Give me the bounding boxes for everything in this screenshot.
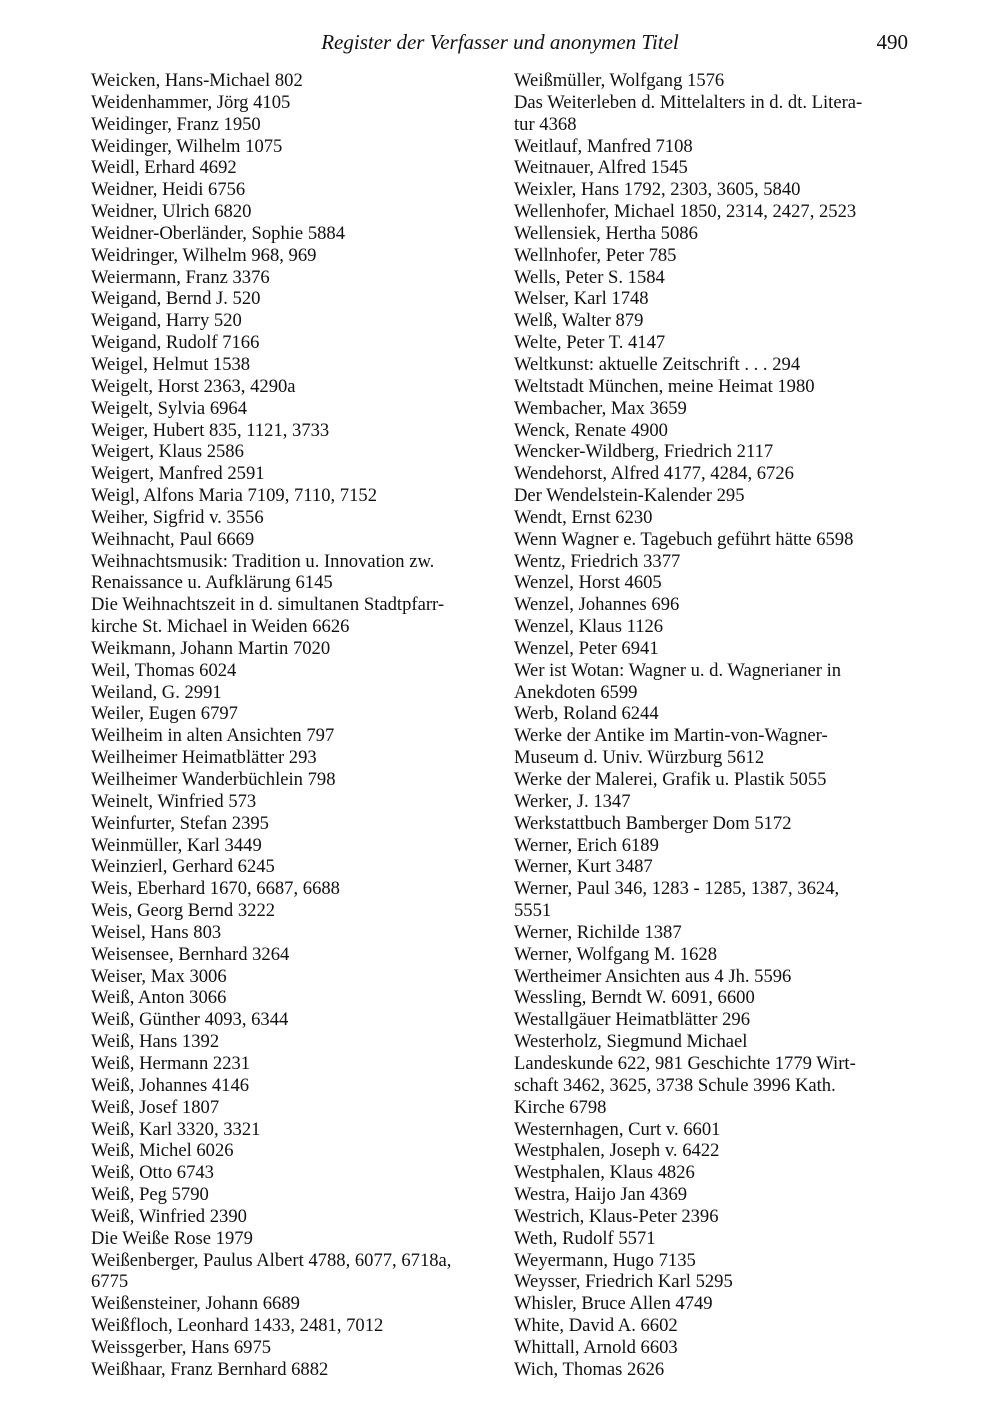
index-entry [514,725,914,769]
index-entry-line: White, David A. 6602 [514,1315,678,1337]
index-entry-line: Wendt, Ernst 6230 [514,506,653,528]
index-entry-line: Weil, Thomas 6024 [91,659,237,681]
index-entry-line: Wenzel, Johannes 696 [514,594,680,616]
index-entry [91,136,501,158]
index-entry-line: Wellensiek, Hertha 5086 [514,222,698,244]
index-entry-line: Weinmüller, Karl 3449 [91,834,262,856]
index-entry-line: Weysser, Friedrich Karl 5295 [514,1271,733,1293]
index-entry [91,223,501,245]
index-entry-line: Werner, Wolfgang M. 1628 [514,943,717,965]
index-entry [91,1337,501,1359]
index-entry-line: Weigand, Bernd J. 520 [91,288,261,310]
index-entry [514,1119,914,1141]
index-entry-line: Wenzel, Peter 6941 [514,637,659,659]
index-entry [91,1359,501,1381]
index-entry [514,267,914,289]
index-entry [514,136,914,158]
index-entry-line: Weissgerber, Hans 6975 [91,1336,272,1358]
index-entry-line: Weigel, Helmut 1538 [91,353,251,375]
index-entry-line: 6775 [91,1271,129,1293]
index-entry [91,1293,501,1315]
index-entry-line: Werb, Roland 6244 [514,703,659,725]
index-entry-line: Weigand, Harry 520 [91,310,242,332]
index-entry-line: Weinzierl, Gerhard 6245 [91,856,275,878]
index-entry-line: Wembacher, Max 3659 [514,397,687,419]
index-entry-line: Weidinger, Franz 1950 [91,113,261,135]
index-entry [514,551,914,573]
index-entry-line: Landeskunde 622, 981 Geschichte 1779 Wirt- [514,1052,856,1074]
index-entry [91,1053,501,1075]
index-entry-line: Whittall, Arnold 6603 [514,1336,678,1358]
index-entry-line: Weisel, Hans 803 [91,921,222,943]
index-entry [514,354,914,376]
index-entry [91,201,501,223]
index-entry-line: Weigert, Klaus 2586 [91,441,244,463]
index-entry-line: Weißensteiner, Johann 6689 [91,1293,300,1315]
index-entry-line: Werner, Kurt 3487 [514,856,653,878]
index-entry [91,791,501,813]
index-entry [514,310,914,332]
index-entry [514,157,914,179]
index-entry [91,157,501,179]
index-entry [91,310,501,332]
index-entry [91,900,501,922]
index-entry-line: Weidenhammer, Jörg 4105 [91,91,291,113]
index-entry [514,223,914,245]
index-entry-line: tur 4368 [514,113,577,135]
index-entry-line: Weltkunst: aktuelle Zeitschrift . . . 294 [514,353,801,375]
index-entry [514,987,914,1009]
index-entry [91,114,501,136]
index-entry [91,922,501,944]
index-entry-line: Wendehorst, Alfred 4177, 4284, 6726 [514,463,794,485]
index-entry-line: Wells, Peter S. 1584 [514,266,665,288]
index-entry-line: Weidner-Oberländer, Sophie 5884 [91,222,346,244]
index-entry [91,660,501,682]
index-entry [91,551,501,595]
index-entry [91,1075,501,1097]
index-entry-line: Westallgäuer Heimatblätter 296 [514,1009,750,1031]
index-entry [91,179,501,201]
index-entry-line: 5551 [514,900,552,922]
index-entry-line: Weiher, Sigfrid v. 3556 [91,506,264,528]
index-entry-line: Die Weihnachtszeit in d. simultanen Stadtpfarr- [91,594,445,616]
index-entry-line: Weiermann, Franz 3376 [91,266,270,288]
index-entry-line: Weidner, Ulrich 6820 [91,201,252,223]
index-entry-line: Werner, Erich 6189 [514,834,659,856]
index-entry-line: Westra, Haijo Jan 4369 [514,1184,688,1206]
index-entry-line: Werke der Malerei, Grafik u. Plastik 5055 [514,769,827,790]
index-entry [514,572,914,594]
index-entry-line: Weisensee, Bernhard 3264 [91,943,290,965]
index-entry-line: Wessling, Berndt W. 6091, 6600 [514,987,755,1009]
index-entry [514,201,914,223]
index-entry [514,332,914,354]
index-entry-line: Renaissance u. Aufklärung 6145 [91,572,333,594]
index-entry-line: Weiß, Michel 6026 [91,1140,234,1162]
index-entry [91,507,501,529]
index-entry-line: Weth, Rudolf 5571 [514,1227,656,1249]
index-entry-line: Weigelt, Horst 2363, 4290a [91,375,296,397]
index-entry-line: Weiser, Max 3006 [91,965,227,987]
index-entry [514,70,914,92]
index-entry-line: Weis, Eberhard 1670, 6687, 6688 [91,878,340,900]
index-entry-line: Werker, J. 1347 [514,790,631,812]
index-entry-line: Westphalen, Joseph v. 6422 [514,1140,720,1162]
index-entry [91,354,501,376]
index-entry-line: Wencker-Wildberg, Friedrich 2117 [514,441,774,463]
index-entry-line: Weidner, Heidi 6756 [91,179,246,201]
page-number: 490 [876,30,908,54]
index-entry [514,1140,914,1162]
index-entry-line: Weiger, Hubert 835, 1121, 3733 [91,419,330,441]
index-entry-line: Anekdoten 6599 [514,681,638,703]
index-entry [91,420,501,442]
index-entry [514,1337,914,1359]
index-entry-line: Wenck, Renate 4900 [514,419,668,441]
index-entry-line: Wertheimer Ansichten aus 4 Jh. 5596 [514,965,792,987]
index-entry [514,878,914,922]
index-entry-line: Welß, Walter 879 [514,310,644,332]
index-entry-line: Weis, Georg Bernd 3222 [91,900,276,922]
index-entry [514,529,914,551]
index-entry [514,245,914,267]
index-entry-line: Werner, Richilde 1387 [514,921,682,943]
index-entry-line: Weißhaar, Franz Bernhard 6882 [91,1358,329,1380]
index-entry [514,791,914,813]
index-entry [514,616,914,638]
index-entry [514,1184,914,1206]
index-entry-line: Welte, Peter T. 4147 [514,332,666,354]
index-entry-line: Weltstadt München, meine Heimat 1980 [514,375,815,397]
index-entry [91,1206,501,1228]
index-entry [514,463,914,485]
index-entry [514,398,914,420]
index-entry [91,245,501,267]
index-entry-line: Whisler, Bruce Allen 4749 [514,1293,713,1315]
index-entry [91,463,501,485]
index-entry-line: Weiler, Eugen 6797 [91,703,238,725]
index-entry [91,813,501,835]
index-entry-line: Weiß, Josef 1807 [91,1096,220,1118]
index-entry [514,1206,914,1228]
index-entry-line: Weigert, Manfred 2591 [91,463,265,485]
index-entry [91,1162,501,1184]
index-entry [91,878,501,900]
index-entry-line: Weiß, Hermann 2231 [91,1052,251,1074]
index-entry [514,1228,914,1250]
index-entry-line: Weixler, Hans 1792, 2303, 3605, 5840 [514,179,801,201]
index-entry [91,987,501,1009]
index-entry [514,1293,914,1315]
index-entry-line: Weidl, Erhard 4692 [91,157,237,179]
index-entry [91,856,501,878]
index-entry-line: Westerholz, Siegmund Michael [514,1031,748,1053]
index-entry [91,441,501,463]
index-entry-line: Weiß, Günther 4093, 6344 [91,1009,289,1031]
index-entry-line: Westphalen, Klaus 4826 [514,1162,695,1184]
index-entry [91,288,501,310]
index-entry [91,1097,501,1119]
index-entry-line: Weinelt, Winfried 573 [91,790,257,812]
index-entry-line: Weitnauer, Alfred 1545 [514,157,688,179]
index-entry-line: Das Weiterleben d. Mittelalters in d. dt. Litera- [514,91,863,113]
index-entry-line: Weidringer, Wilhelm 968, 969 [91,244,317,266]
index-entry-line: Wenn Wagner e. Tagebuch geführt hätte 6598 [514,528,854,550]
index-entry [91,70,501,92]
index-entry [91,1250,501,1294]
index-entry [91,1315,501,1337]
index-entry-line: Weikmann, Johann Martin 7020 [91,637,331,659]
index-entry [514,1031,914,1118]
index-entry-line: Wenzel, Klaus 1126 [514,616,664,638]
index-entry [91,332,501,354]
index-entry-line: Weißfloch, Leonhard 1433, 2481, 7012 [91,1315,384,1337]
index-entry [91,1009,501,1031]
index-entry [91,944,501,966]
index-entry [91,1140,501,1162]
index-entry [514,441,914,463]
index-entry [91,638,501,660]
index-entry [91,1184,501,1206]
index-entry [91,92,501,114]
index-entry [91,835,501,857]
index-entry-line: Weiland, G. 2991 [91,681,222,703]
index-entry [514,1271,914,1293]
index-entry-line: Weiß, Hans 1392 [91,1031,220,1053]
index-entry [514,660,914,704]
index-entry [91,529,501,551]
index-entry [514,1315,914,1337]
index-entry [91,966,501,988]
index-entry-line: Weiß, Peg 5790 [91,1184,209,1206]
index-entry-line: Weiß, Anton 3066 [91,987,227,1009]
index-entry [91,267,501,289]
index-entry [91,485,501,507]
index-entry [91,747,501,769]
index-entry-line: Der Wendelstein-Kalender 295 [514,485,745,507]
index-entry-line: Weihnachtsmusik: Tradition u. Innovation zw. [91,550,435,572]
index-entry [91,703,501,725]
index-entry-line: Werke der Antike im Martin-von-Wagner- [514,725,828,747]
index-entry-line: Werner, Paul 346, 1283 - 1285, 1387, 3624, [514,878,840,900]
index-entry-line: Weigelt, Sylvia 6964 [91,397,248,419]
index-entry [91,1228,501,1250]
index-entry [514,835,914,857]
index-entry [514,594,914,616]
index-entry-line: schaft 3462, 3625, 3738 Schule 3996 Kath. [514,1074,836,1096]
index-entry-line: Wenzel, Horst 4605 [514,572,662,594]
index-entry [91,594,501,638]
index-entry [514,813,914,835]
index-entry-line: Wer ist Wotan: Wagner u. d. Wagnerianer in [514,659,842,681]
index-entry [514,856,914,878]
index-entry-line: Weißenberger, Paulus Albert 4788, 6077, 6718a, [91,1249,452,1271]
index-entry-line: Weyermann, Hugo 7135 [514,1249,696,1271]
index-entry [514,1250,914,1272]
index-entry-line: Weigl, Alfons Maria 7109, 7110, 7152 [91,485,377,507]
index-entry-line: Die Weiße Rose 1979 [91,1227,253,1249]
index-entry-line: Weicken, Hans-Michael 802 [91,70,303,91]
index-entry-line: Wellnhofer, Peter 785 [514,244,677,266]
index-entry-line: Welser, Karl 1748 [514,288,649,310]
index-entry [514,944,914,966]
index-entry-line: Westernhagen, Curt v. 6601 [514,1118,721,1140]
index-entry-line: Wellenhofer, Michael 1850, 2314, 2427, 2523 [514,201,857,223]
index-entry-line: Werkstattbuch Bamberger Dom 5172 [514,812,792,834]
index-column-right [514,70,914,1381]
index-entry-line: Weihnacht, Paul 6669 [91,528,255,550]
index-entry [91,769,501,791]
index-entry [514,420,914,442]
index-entry-line: Weidinger, Wilhelm 1075 [91,135,283,157]
index-entry [514,638,914,660]
index-entry-line: Weilheimer Wanderbüchlein 798 [91,769,336,790]
index-entry [514,1009,914,1031]
index-column-left [91,70,501,1381]
index-entry-line: Weißmüller, Wolfgang 1576 [514,70,725,91]
index-entry [514,485,914,507]
index-entry [514,179,914,201]
index-entry-line: Weiß, Karl 3320, 3321 [91,1118,261,1140]
index-entry [514,288,914,310]
index-entry-line: Weilheim in alten Ansichten 797 [91,725,335,747]
index-entry [91,376,501,398]
index-entry [514,376,914,398]
index-entry-line: Weiß, Johannes 4146 [91,1074,250,1096]
index-entry-line: Weiß, Otto 6743 [91,1162,214,1184]
index-entry [514,92,914,136]
index-entry-line: Kirche 6798 [514,1096,607,1118]
index-entry [514,769,914,791]
index-entry-line: Wentz, Friedrich 3377 [514,550,681,572]
index-entry [514,966,914,988]
index-entry-line: Weitlauf, Manfred 7108 [514,135,693,157]
index-entry [514,507,914,529]
index-entry-line: Wich, Thomas 2626 [514,1358,665,1380]
index-entry [91,1119,501,1141]
index-entry-line: Westrich, Klaus-Peter 2396 [514,1205,719,1227]
index-entry-line: kirche St. Michael in Weiden 6626 [91,616,350,638]
index-entry [514,1162,914,1184]
index-entry [514,703,914,725]
index-entry-line: Weilheimer Heimatblätter 293 [91,747,317,769]
index-entry [91,725,501,747]
index-entry [514,1359,914,1381]
index-entry [91,398,501,420]
index-entry-line: Weinfurter, Stefan 2395 [91,812,269,834]
index-entry-line: Weiß, Winfried 2390 [91,1205,247,1227]
index-entry [91,682,501,704]
index-entry [514,922,914,944]
page-header-title: Register der Verfasser und anonymen Titel [321,30,679,54]
index-entry-line: Weigand, Rudolf 7166 [91,332,260,354]
index-entry-line: Museum d. Univ. Würzburg 5612 [514,747,765,769]
index-entry [91,1031,501,1053]
